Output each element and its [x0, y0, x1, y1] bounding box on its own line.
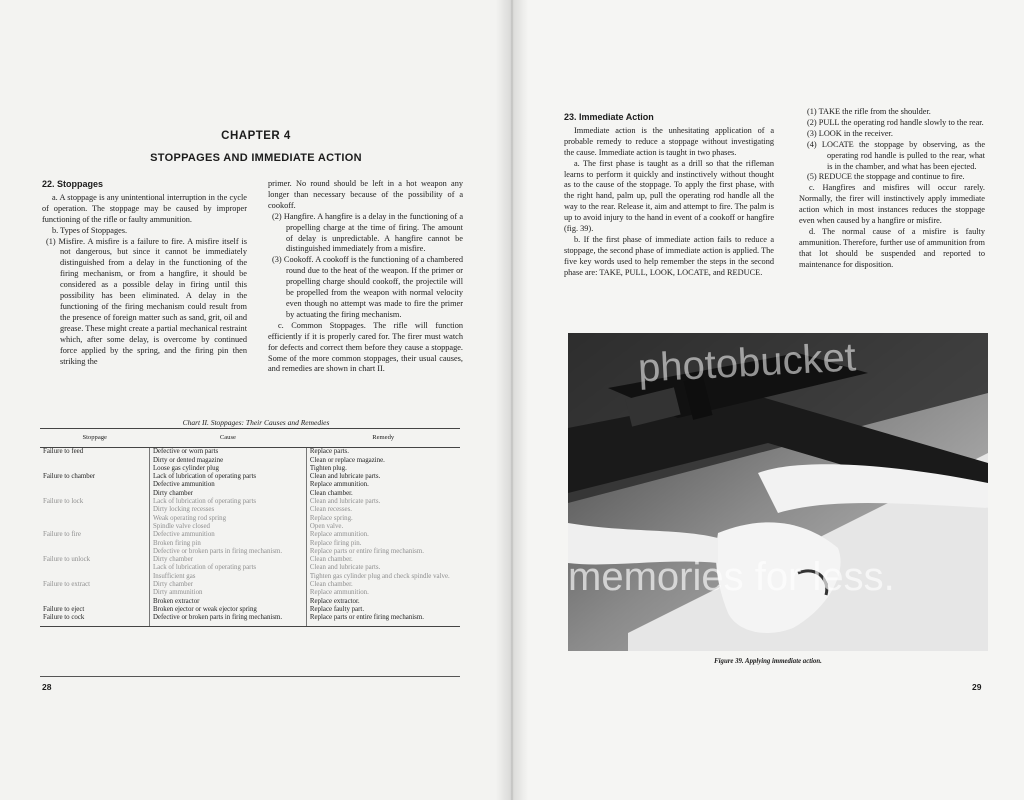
cause-cell: Loose gas cylinder plug — [149, 465, 306, 473]
section-heading-immediate-action: 23. Immediate Action — [564, 112, 654, 122]
stoppage-cell: Failure to eject — [43, 605, 85, 613]
table-row — [40, 506, 460, 514]
remedy-cell: Replace parts or entire firing mechanism. — [306, 614, 460, 626]
paragraph: c. Hangfires and misfires will occur rarely. Normally, the firer will instinctively apply immediate action which in most instances reduces the stoppage even when caused by a hangfire or misfire. — [799, 183, 985, 226]
stoppages-table — [40, 428, 460, 627]
paragraph-misfire: (1) Misfire. A misfire is a failure to fire. A misfire itself is not dangerous, but since it cannot be immediately distinguished from a delay in the functioning of the firing mechanism, or from a hangfire, it should be considered as a possible delay in firing until this possibility has been eliminated. A delay in the functioning of the firing mechanism could result from the presence of foreign matter such as sand, grit, oil and grease. These might create a partial mechanical restraint which, after some delay, is overcome by continued force applied by the spring, and the firing pin then striking the — [46, 236, 247, 366]
cause-cell: Dirty chamber — [149, 556, 306, 564]
table-row — [40, 448, 460, 457]
remedy-cell: Replace spring. — [309, 514, 353, 522]
stoppage-cell — [40, 598, 149, 606]
stoppage-cell — [40, 564, 149, 572]
paragraph: b. If the first phase of immediate action fails to reduce a stoppage, the second phase of immediate action is applied. The five key words used to help remember the steps in the second phase are: TAKE, PULL, LOOK, LOCATE, and REDUCE. — [564, 234, 774, 277]
remedy-cell: Replace ammunition. — [309, 589, 369, 597]
cause-cell: Dirty locking recesses — [149, 506, 306, 514]
table-row — [40, 581, 460, 589]
table-row — [40, 556, 460, 564]
column-header-remedy: Remedy — [306, 429, 460, 448]
table-row — [40, 564, 460, 572]
page-number-right: 29 — [972, 682, 982, 692]
remedy-cell: Clean and lubricate parts. — [309, 498, 381, 506]
step-item: (4) LOCATE the stoppage by observing, as the operating rod handle is pulled to the rear, what is in the chamber, and what has been ejected. — [807, 139, 985, 171]
cause-cell: Defective ammunition — [149, 481, 306, 489]
subheading-types: b. Types of Stoppages. — [52, 225, 128, 235]
remedy-cell: Clean recesses. — [309, 506, 352, 514]
watermark-top: photobucket — [636, 335, 857, 391]
cause-cell: Broken ejector or weak ejector spring — [149, 606, 306, 614]
chapter-label: CHAPTER 4 — [221, 130, 291, 142]
remedy-cell: Clean and lubricate parts. — [309, 564, 381, 572]
table-row — [40, 465, 460, 473]
cause-cell: Dirty chamber — [149, 581, 306, 589]
cause-cell: Insufficient gas — [149, 573, 306, 581]
cause-cell: Lack of lubrication of operating parts — [149, 473, 306, 481]
stoppage-cell — [40, 548, 149, 556]
cause-cell: Broken firing pin — [149, 540, 306, 548]
stoppage-cell — [40, 589, 149, 597]
stoppage-cell: Failure to fire — [43, 531, 81, 539]
paragraph: d. The normal cause of a misfire is faulty ammunition. Therefore, further use of ammunition from that lot should be suspended and reported to maintenance for disposition. — [799, 226, 986, 269]
stoppage-cell — [40, 506, 149, 514]
book-gutter — [496, 0, 528, 800]
paragraph: Immediate action is the unhesitating application of a probable remedy to reduce a stoppage without investigating the cause. Immediate action is taught in two phases. — [564, 125, 774, 157]
right-column-1 — [564, 112, 774, 279]
footer-rule — [40, 676, 460, 677]
cause-cell: Dirty ammunition — [149, 589, 306, 597]
cause-cell: Dirty chamber — [149, 490, 306, 498]
cause-cell: Spindle valve closed — [149, 523, 306, 531]
table-row — [40, 573, 460, 581]
right-page — [512, 0, 1024, 800]
remedy-cell: Tighten plug. — [309, 464, 347, 472]
stoppage-cell — [40, 465, 149, 473]
column-header-stoppage: Stoppage — [40, 429, 149, 448]
step-item: (1) TAKE the rifle from the shoulder. — [807, 107, 931, 116]
table-row — [40, 614, 460, 626]
remedy-cell: Tighten gas cylinder plug and check spindle valve. — [309, 572, 450, 580]
remedy-cell: Clean chamber. — [309, 489, 353, 497]
table-row — [40, 473, 460, 481]
step-item: (3) LOOK in the receiver. — [807, 128, 893, 138]
table-row — [40, 598, 460, 606]
cause-cell: Defective or worn parts — [149, 448, 306, 457]
remedy-cell: Open valve. — [309, 522, 344, 530]
paragraph: primer. No round should be left in a hot weapon any longer than necessary because of the possibility of a cookoff. — [268, 179, 463, 210]
remedy-cell: Clean and lubricate parts. — [309, 473, 381, 481]
cause-cell: Lack of lubrication of operating parts — [149, 564, 306, 572]
remedy-cell: Replace firing pin. — [309, 539, 362, 547]
stoppage-cell — [40, 490, 149, 498]
table-row — [40, 515, 460, 523]
remedy-cell: Clean or replace magazine. — [309, 456, 385, 464]
cause-cell: Weak operating rod spring — [149, 515, 306, 523]
table-row — [40, 548, 460, 556]
table-row — [40, 589, 460, 597]
left-column-2 — [268, 179, 463, 375]
table-row — [40, 523, 460, 531]
stoppage-cell: Failure to lock — [43, 498, 84, 506]
stoppage-cell: Failure to extract — [43, 581, 91, 589]
stoppage-cell — [40, 523, 149, 531]
paragraph-common-stoppages: c. Common Stoppages. The rifle will function efficiently if it is properly cared for. The firer must watch for defects and correct them before they cause a stoppage. Some of the more common stoppages, their usual causes, and remedies are shown in chart II. — [268, 320, 463, 374]
table-row — [40, 498, 460, 506]
remedy-cell: Replace ammunition. — [309, 481, 369, 489]
watermark-bottom: memories for less. — [568, 555, 895, 599]
remedy-cell: Replace parts or entire firing mechanism. — [309, 547, 424, 555]
right-column-2 — [799, 107, 985, 271]
table-row — [40, 531, 460, 539]
cause-cell: Defective ammunition — [149, 531, 306, 539]
table-header-row — [40, 429, 460, 448]
left-column-1 — [42, 179, 247, 367]
stoppage-cell: Failure to feed — [43, 448, 84, 456]
figure-39-photo — [568, 333, 988, 651]
remedy-cell: Clean chamber. — [309, 556, 353, 564]
cause-cell: Lack of lubrication of operating parts — [149, 498, 306, 506]
table-body — [40, 448, 460, 626]
stoppage-cell: Failure to unlock — [43, 556, 91, 564]
table-row — [40, 490, 460, 498]
table-row — [40, 481, 460, 489]
chart-caption: Chart II. Stoppages: Their Causes and Remedies — [182, 418, 330, 427]
step-item: (5) REDUCE the stoppage and continue to fire. — [807, 172, 965, 182]
paragraph-hangfire: (2) Hangfire. A hangfire is a delay in the functioning of a propelling charge at the time of firing. The amount of delay is unpredictable. A hangfire cannot be distinguished immediately from a misfire. — [272, 211, 463, 254]
cause-cell: Defective or broken parts in firing mechanism. — [149, 614, 306, 626]
remedy-cell: Replace ammunition. — [309, 531, 369, 539]
table-row — [40, 457, 460, 465]
remedy-cell: Replace faulty part. — [309, 605, 365, 613]
cause-cell: Broken extractor — [149, 598, 306, 606]
table-row — [40, 606, 460, 614]
remedy-cell: Clean chamber. — [309, 581, 353, 589]
paragraph: a. The first phase is taught as a drill so that the rifleman learns to perform it quickly and instinctively without thought as to the cause of the stoppage. To apply the first phase, with the right hand, palm up, pull the operating rod handle all the way to the rear. Release it, aim and attempt to fire. The palm is up to avoid injury to the hand in event of a cookoff or hangfire (fig. 39). — [564, 158, 774, 234]
stoppage-cell — [40, 573, 149, 581]
stoppage-cell — [40, 481, 149, 489]
column-header-cause: Cause — [149, 429, 306, 448]
cause-cell: Dirty or dented magazine — [149, 457, 306, 465]
paragraph-cookoff: (3) Cookoff. A cookoff is the functioning of a chambered round due to the heat of the weapon. If the primer or propelling charge should cookoff, the projectile will be propelled from the weapon with normal velocity even though no attempt was made to fire the primer by actuating the firing mechanism. — [272, 255, 463, 319]
stoppage-cell — [40, 540, 149, 548]
step-item: (2) PULL the operating rod handle slowly to the rear. — [807, 117, 984, 127]
page-number-left: 28 — [42, 682, 52, 692]
stoppage-cell — [40, 457, 149, 465]
stoppage-cell — [40, 515, 149, 523]
paragraph: a. A stoppage is any unintentional interruption in the cycle of operation. The stoppage may be caused by improper functioning of the rifle or faulty ammunition. — [42, 192, 247, 224]
table-row — [40, 540, 460, 548]
stoppage-cell: Failure to cock — [40, 614, 149, 626]
figure-caption: Figure 39. Applying immediate action. — [714, 658, 822, 665]
section-heading-stoppages: 22. Stoppages — [42, 179, 104, 189]
chapter-title: STOPPAGES AND IMMEDIATE ACTION — [150, 152, 362, 164]
cause-cell: Defective or broken parts in firing mechanism. — [149, 548, 306, 556]
stoppage-cell: Failure to chamber — [43, 473, 96, 481]
remedy-cell: Replace parts. — [309, 448, 349, 456]
remedy-cell: Replace extractor. — [309, 597, 360, 605]
